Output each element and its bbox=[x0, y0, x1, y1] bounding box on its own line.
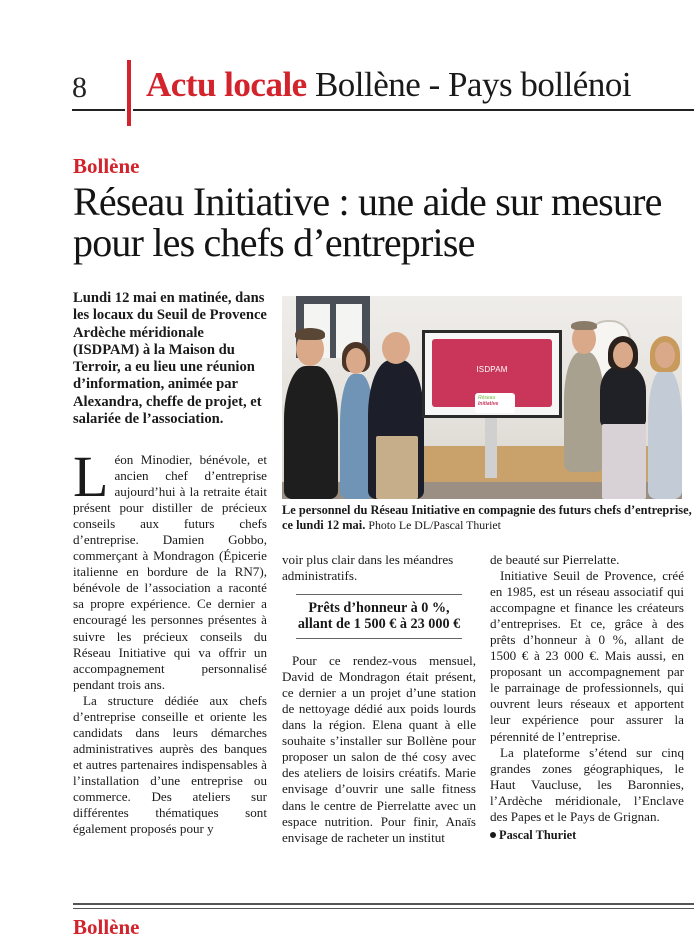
article-lead: Lundi 12 mai en matinée, dans les locaux du Seuil de Provence Ardèche méridionale (ISDPAM) à la Maison du Terroir, a eu lieu une réunion d’information, animée par Alexandra, cheffe de projet, et salariée de l’association. bbox=[73, 290, 267, 428]
article-column-2 bbox=[282, 552, 476, 846]
paragraph: Pour ce rendez-vous mensuel, David de Mondragon était présent, ce dernier a un projet d’une station de nettoyage dédié aux poids lourds dans la région. Elena quant à elle souhaite s’installer sur Bollène pour proposer un salon de thé cosy avec des ateliers de loisirs créatifs. Marie envisage d’ouvrir une salle fitness dans le centre de Pierrelatte avec un espace nutrition. Pour finir, Anaïs envisage de racheter un institut bbox=[282, 653, 476, 845]
paragraph-text: éon Minodier, bénévole, et ancien chef d’entreprise aujourd’hui à la retraite était présent pour distiller de précieux conseils aux futurs chefs d’entreprise. Damien Gobbo, commerçant à Mondragon (Épicerie italienne en bordure de la RN7), bénévole de l’association a raconté sa propre expérience. Ce dernier a encouragé les personnes présentes à suivre les précieux conseils du Réseau Initiative qui va offrir un accompagnement personnalisé pendant trois ans. bbox=[73, 452, 267, 692]
page-number: 8 bbox=[72, 71, 87, 104]
bullet-icon bbox=[490, 832, 496, 838]
paragraph: voir plus clair dans les méandres administratifs. bbox=[282, 552, 454, 584]
person-1-hair bbox=[295, 328, 325, 340]
caption-text: Le personnel du Réseau Initiative en compagnie des futurs chefs d’entreprise, ce lundi 12 mai. bbox=[282, 503, 692, 533]
next-article-kicker: Bollène bbox=[73, 915, 140, 939]
person-4-hair bbox=[571, 321, 597, 330]
header-rule-left bbox=[72, 109, 125, 111]
paragraph: La plateforme s’étend sur cinq grandes zones géographiques, le Haut Vaucluse, les Baronnies, l’Ardèche méridionale, l’Enclave des Papes et le Pays de Grignan. bbox=[490, 744, 684, 824]
person-2-face bbox=[346, 348, 366, 374]
logo-line-2: Initiative bbox=[478, 401, 499, 407]
paragraph: La structure dédiée aux chefs d’entreprise conseille et oriente les candidats dans leurs démarches administratives auprès des banques et autres partenaires indispensables à l’installation d’une entreprise ou commerce. Des ateliers sur différentes thématiques sont également proposés pour y bbox=[73, 692, 267, 837]
person-3-head bbox=[382, 332, 410, 364]
author-signature bbox=[490, 827, 684, 843]
section-subtitle: Bollène - Pays bollénoi bbox=[314, 65, 632, 104]
photo-display-screen bbox=[422, 330, 562, 418]
article-column-3 bbox=[490, 552, 684, 843]
person-1 bbox=[284, 366, 338, 499]
logo-line-1: Réseau bbox=[478, 395, 496, 401]
photo-caption bbox=[282, 503, 694, 534]
section-divider-bar bbox=[127, 60, 131, 126]
person-6 bbox=[648, 370, 682, 499]
reseau-initiative-logo bbox=[475, 393, 515, 413]
article-headline: Réseau Initiative : une aide sur mesure pour les chefs d’entreprise bbox=[73, 179, 662, 265]
author-name: Pascal Thuriet bbox=[499, 827, 577, 842]
pull-quote: Prêts d’honneur à 0 %, allant de 1 500 € à 23 000 € bbox=[296, 594, 462, 639]
person-5-skirt bbox=[602, 424, 646, 499]
article-kicker: Bollène bbox=[73, 154, 140, 178]
person-5-head bbox=[613, 342, 633, 368]
section-name: Actu locale bbox=[146, 65, 307, 104]
header-rule-right bbox=[133, 109, 694, 111]
screen-stand bbox=[485, 418, 497, 478]
footer-rule bbox=[73, 908, 694, 909]
person-4 bbox=[564, 352, 604, 472]
article-column-1 bbox=[73, 444, 267, 837]
paragraph bbox=[73, 444, 267, 693]
photo-credit: Photo Le DL/Pascal Thuriet bbox=[368, 518, 501, 533]
person-6-head bbox=[655, 342, 675, 368]
section-header bbox=[146, 64, 631, 106]
drop-cap: L bbox=[73, 444, 109, 509]
footer-rule bbox=[73, 903, 694, 905]
paragraph: Initiative Seuil de Provence, créé en 1985, est un réseau associatif qui accompagne et finance les créateurs d’entreprises. Et ce, grâce à des prêts d’honneur à 0 %, allant de 1500 € à 23 000 €. Mais aussi, en proposant un accompagnement par le parrainage de professionnels, qui ouvrent leurs réseaux et apportent leur expérience pour assurer la pérennité de l’entreprise. bbox=[490, 568, 684, 744]
paragraph: de beauté sur Pierrelatte. bbox=[490, 552, 620, 567]
article-photo bbox=[282, 296, 682, 499]
person-5-jacket bbox=[600, 366, 646, 428]
screen-slide-text: ISDPAM bbox=[476, 365, 508, 374]
person-3-trousers bbox=[376, 436, 418, 499]
